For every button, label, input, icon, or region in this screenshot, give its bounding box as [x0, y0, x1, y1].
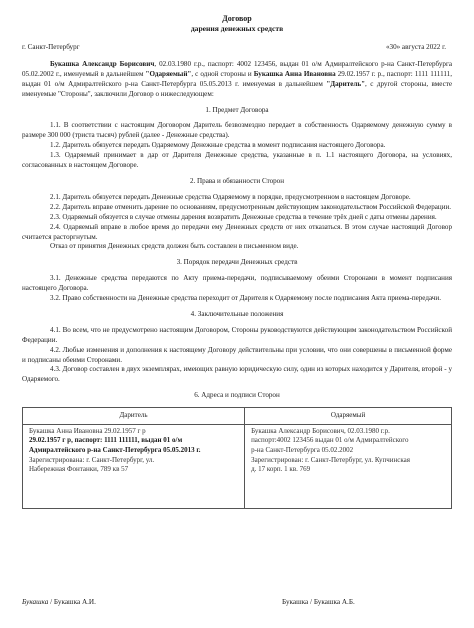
section-6-title: 6. Адреса и подписи Сторон [194, 391, 280, 400]
section-2-title: 2. Права и обязанности Сторон [189, 176, 285, 185]
donee-line-4: Зарегистрирован: г. Санкт-Петербург, ул. Купчинская [251, 455, 410, 464]
donor-line-4: Зарегистрирована: г. Санкт-Петербург, ул. [29, 455, 155, 464]
donee-line-5: д. 17 корп. 1 кв. 769 [251, 465, 311, 474]
donee-line-2: паспорт:4002 123456 выдан 01 о/м Адмиралтейского [251, 436, 409, 445]
donor-line-2: 29.02.1957 г р, паспорт: 1111 111111, выдан 01 о/м [29, 436, 183, 445]
donor-line-5: Набережная Фонтанки, 789 кв 57 [29, 465, 129, 474]
donor-details-cell [23, 424, 245, 508]
clause-3-2: 3.2. Право собственности на Денежные средства переходит от Дарителя к Одаряемому после подписания Акта приема-передачи. [50, 294, 441, 303]
clause-4-3: 4.3. Договор составлен в двух экземплярах, имеющих равную юридическую силу, один из которых находится у Дарителя, второй - у Одаряемого. [22, 365, 452, 384]
place-date-row [22, 43, 452, 53]
table-header-row [23, 408, 452, 425]
city: г. Санкт-Петербург [22, 43, 80, 51]
donee-handwritten-signature: Букашка [282, 598, 309, 606]
addresses-table [22, 407, 452, 509]
donee-line-3: р-на Санкт-Петербурга 05.02.2002 [251, 445, 354, 454]
donor-role: "Даритель" [326, 79, 366, 88]
donee-line-1: Букашка Александр Борисович, 02.03.1980 г.р. [251, 426, 390, 435]
donee-details: , 02.03.1980 г.р., паспорт: 4002 123456, выдан 01 о/м Адмиралтейского р-на Санкт-Петербурга 05.02.2002 г., именуемый в дальнейшем [22, 59, 452, 78]
donor-details: 29.02.1957 г. р., паспорт: 1111 111111, выдан 01 о/м Адмиралтейского р-на Санкт-Петербурга 05.05.2013 г. именуемая в дальнейшем [22, 69, 452, 88]
donor-line-1: Букашка Анна Ивановна 29.02.1957 г р [29, 426, 146, 435]
donee-column-header: Одаряемый [245, 408, 452, 425]
donor-column-header: Даритель [23, 408, 245, 425]
clause-2-3: 2.3. Одаряемый обязуется в случае отмены дарения возвратить Денежные средства в течение трёх дней с даты отмены дарения. [50, 212, 437, 221]
document-subtitle: дарения денежных средств [190, 24, 284, 33]
donee-role: "Одаряемый" [145, 69, 192, 78]
table-row [23, 424, 452, 508]
document-title: Договор [222, 14, 252, 23]
contract-date: «30» августа 2022 г. [385, 43, 446, 51]
clause-2-refusal: Отказ от принятия Денежных средств должен быть составлен в письменном виде. [50, 242, 299, 251]
clause-2-1: 2.1. Даритель обязуется передать Денежные средства Одаряемому в порядке, предусмотренном в настоящем Договоре. [50, 192, 411, 201]
donee-details-cell [245, 424, 452, 508]
clause-1-2: 1.2. Даритель обязуется передать Одаряемому Денежные средства в момент подписания настоящего Договора. [50, 141, 386, 150]
donee-name: Букашка Александр Борисович [50, 59, 155, 68]
clause-3-1: 3.1. Денежные средства передаются по Акту приема-передачи, подписываемому обеими Сторонами в момент подписания настоящего Договора. [22, 274, 452, 293]
preamble-ending: , с другой стороны, вместе именуемые "Стороны", заключили Договор о нижеследующем: [22, 79, 452, 98]
clause-2-4: 2.4. Одаряемый вправе в любое время до передачи ему Денежных средств от них отказаться. В этом случае настоящий Договор считается расторгнутым. [22, 222, 452, 241]
clause-4-1: 4.1. Во всем, что не предусмотрено настоящим Договором, Стороны руководствуются действующим законодательством Российской Федерации. [22, 325, 452, 344]
donor-handwritten-signature: Букашка [22, 598, 49, 606]
donor-signature [22, 598, 237, 608]
donor-line-3: Адмиралтейского р-на Санкт-Петербурга 05.05.2013 г. [29, 445, 201, 454]
donor-name: Букашка Анна Ивановна [253, 69, 336, 78]
clause-4-2: 4.2. Любые изменения и дополнения к настоящему Договору действительны при условии, что они совершены в письменной форме и подписаны обеими Сторонами. [22, 345, 452, 364]
clause-1-1: 1.1. В соответствии с настоящим Договором Даритель безвозмездно передает в собственность Одаряемому денежную сумму в размере 300 000 (триста тысяч) рублей (далее - Денежные средства). [22, 121, 452, 140]
section-1-title: 1. Предмет Договора [205, 105, 269, 114]
clause-2-2: 2.2. Даритель вправе отменить дарение по основаниям, предусмотренным действующим законодательством Российской Федерации. [50, 202, 452, 211]
section-4-title: 4. Заключительные положения [190, 309, 284, 318]
donee-signature [282, 598, 452, 608]
preamble-middle: , с одной стороны и [191, 69, 254, 78]
preamble [22, 60, 452, 100]
signatures-row [22, 598, 452, 608]
clause-1-3: 1.3. Одаряемый принимает в дар от Дарителя Денежные средства, указанные в п. 1.1 настоящего Договора, на условиях, согласованных в настоящем Договоре. [22, 151, 452, 170]
section-3-title: 3. Порядок передачи Денежных средств [176, 258, 298, 267]
donor-printed-name: / Букашка А.И. [48, 598, 96, 606]
donee-printed-name: / Букашка А.Б. [308, 598, 355, 606]
